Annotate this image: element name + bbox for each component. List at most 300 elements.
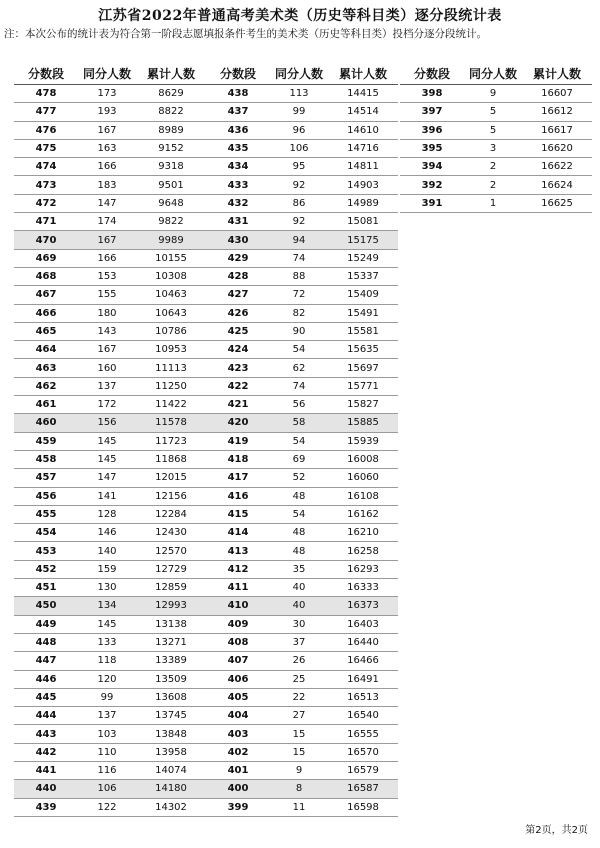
cumulative-cell: 14415	[347, 88, 379, 100]
table-row	[14, 231, 206, 249]
cumulative-cell: 9152	[158, 143, 184, 155]
count-cell: 143	[97, 326, 117, 337]
cumulative-cell: 14610	[347, 124, 379, 136]
score-cell: 453	[35, 545, 57, 557]
table-row	[206, 634, 398, 652]
score-cell: 456	[35, 490, 57, 502]
count-cell: 3	[489, 143, 497, 155]
count-cell: 11	[292, 801, 306, 813]
score-cell: 439	[35, 801, 57, 813]
score-cell: 431	[227, 216, 249, 228]
table-row	[400, 85, 592, 103]
cumulative-cell: 16513	[347, 691, 379, 703]
table-row	[206, 488, 398, 506]
table-row	[14, 286, 206, 304]
score-cell: 425	[227, 326, 249, 337]
table-row	[400, 158, 592, 176]
count-cell: 167	[97, 124, 117, 136]
count-cell: 145	[97, 435, 117, 447]
table-row	[206, 561, 398, 579]
cumulative-cell: 13958	[155, 746, 187, 758]
table-header-row	[14, 62, 206, 85]
count-cell: 22	[292, 691, 306, 703]
cumulative-cell: 10786	[155, 326, 187, 337]
score-cell: 395	[421, 143, 443, 155]
count-cell: 167	[97, 234, 117, 246]
header-count: 同分人数	[468, 66, 517, 81]
cumulative-cell: 16162	[347, 508, 379, 520]
score-cell: 436	[227, 124, 249, 136]
cumulative-cell: 16624	[541, 179, 573, 191]
score-cell: 399	[227, 801, 249, 813]
table-row	[206, 671, 398, 689]
table-header-row	[400, 62, 592, 85]
score-cell: 413	[227, 545, 249, 557]
count-cell: 141	[97, 490, 117, 502]
count-cell: 96	[292, 124, 306, 136]
table-row	[206, 579, 398, 597]
page-title: 江苏省2022年普通高考美术类（历史等科目类）逐分段统计表	[98, 8, 502, 24]
score-cell: 415	[227, 508, 249, 520]
cumulative-cell: 12729	[155, 563, 187, 575]
score-cell: 464	[35, 344, 57, 356]
table-row	[14, 323, 206, 341]
table-row	[206, 762, 398, 780]
page-number: 第2页，共2页	[525, 825, 588, 836]
cumulative-cell: 10308	[155, 271, 187, 283]
table-row	[206, 250, 398, 268]
score-cell: 404	[227, 710, 249, 722]
table-row	[14, 725, 206, 743]
table-row	[14, 597, 206, 615]
score-cell: 409	[227, 618, 249, 630]
count-cell: 172	[97, 399, 117, 411]
count-cell: 5	[489, 124, 497, 136]
table-row	[206, 286, 398, 304]
count-cell: 26	[292, 655, 306, 667]
count-cell: 159	[97, 563, 117, 575]
cumulative-cell: 13271	[155, 637, 187, 649]
table-row	[14, 561, 206, 579]
count-cell: 2	[489, 161, 497, 173]
score-cell: 417	[227, 472, 249, 484]
table-row	[206, 195, 398, 213]
count-cell: 88	[292, 271, 306, 283]
score-cell: 450	[35, 600, 57, 612]
count-cell: 134	[97, 600, 117, 612]
count-cell: 54	[292, 435, 306, 447]
score-cell: 396	[421, 124, 443, 136]
score-cell: 467	[35, 289, 57, 301]
table-row	[206, 469, 398, 487]
score-cell: 397	[421, 106, 443, 118]
score-cell: 447	[35, 655, 57, 667]
count-cell: 113	[289, 88, 309, 100]
count-cell: 48	[292, 545, 306, 557]
header-cumulative: 累计人数	[532, 66, 581, 81]
score-cell: 451	[35, 582, 57, 594]
table-row	[206, 506, 398, 524]
score-cell: 468	[35, 271, 57, 283]
count-cell: 54	[292, 344, 306, 356]
cumulative-cell: 11250	[155, 380, 187, 392]
table-row	[206, 799, 398, 817]
cumulative-cell: 12015	[155, 472, 187, 484]
table-column-1	[14, 62, 206, 817]
table-row	[206, 707, 398, 725]
table-row	[14, 707, 206, 725]
table-row	[206, 268, 398, 286]
table-row	[206, 433, 398, 451]
count-cell: 166	[97, 161, 117, 173]
cumulative-cell: 9989	[158, 234, 184, 246]
table-row	[400, 195, 592, 213]
score-cell: 400	[227, 783, 249, 795]
score-cell: 477	[35, 106, 57, 118]
count-cell: 137	[97, 710, 117, 722]
score-cell: 460	[35, 417, 57, 429]
cumulative-cell: 16579	[347, 765, 379, 777]
table-row	[206, 725, 398, 743]
score-cell: 422	[227, 380, 249, 392]
count-cell: 5	[489, 106, 497, 118]
score-cell: 391	[421, 197, 443, 209]
cumulative-cell: 16612	[541, 106, 573, 118]
count-cell: 92	[292, 179, 306, 191]
count-cell: 122	[97, 801, 117, 813]
count-cell: 56	[292, 399, 306, 411]
score-cell: 455	[35, 508, 57, 520]
table-row	[400, 122, 592, 140]
count-cell: 128	[97, 508, 117, 520]
count-cell: 146	[97, 527, 117, 539]
cumulative-cell: 15491	[347, 307, 379, 319]
count-cell: 8	[295, 783, 303, 795]
score-cell: 429	[227, 252, 249, 264]
score-cell: 424	[227, 344, 249, 356]
count-cell: 173	[97, 88, 117, 100]
cumulative-cell: 9501	[158, 179, 184, 191]
table-row	[14, 433, 206, 451]
cumulative-cell: 11723	[155, 435, 187, 447]
score-cell: 452	[35, 563, 57, 575]
score-cell: 474	[35, 161, 57, 173]
table-row	[206, 359, 398, 377]
count-cell: 183	[97, 179, 117, 191]
table-row	[206, 140, 398, 158]
cumulative-cell: 13848	[155, 728, 187, 740]
score-cell: 472	[35, 197, 57, 209]
table-row	[206, 542, 398, 560]
cumulative-cell: 11422	[155, 399, 187, 411]
cumulative-cell: 16210	[347, 527, 379, 539]
count-cell: 145	[97, 454, 117, 466]
cumulative-cell: 14989	[347, 197, 379, 209]
table-row	[14, 744, 206, 762]
cumulative-cell: 15175	[347, 234, 379, 246]
table-row	[14, 378, 206, 396]
score-cell: 408	[227, 637, 249, 649]
score-cell: 407	[227, 655, 249, 667]
count-cell: 15	[292, 728, 306, 740]
table-row	[206, 396, 398, 414]
cumulative-cell: 11578	[155, 417, 187, 429]
count-cell: 116	[97, 765, 117, 777]
score-cell: 426	[227, 307, 249, 319]
score-cell: 412	[227, 563, 249, 575]
cumulative-cell: 15581	[347, 326, 379, 337]
score-cell: 442	[35, 746, 57, 758]
score-cell: 470	[35, 234, 57, 246]
cumulative-cell: 16607	[541, 88, 573, 100]
score-cell: 433	[227, 179, 249, 191]
score-cell: 416	[227, 490, 249, 502]
count-cell: 174	[97, 216, 117, 228]
score-cell: 432	[227, 197, 249, 209]
count-cell: 137	[97, 380, 117, 392]
score-cell: 463	[35, 362, 57, 374]
cumulative-cell: 9822	[158, 216, 184, 228]
table-row	[206, 231, 398, 249]
table-column-3	[400, 62, 592, 213]
score-cell: 446	[35, 673, 57, 685]
score-cell: 423	[227, 362, 249, 374]
count-cell: 40	[292, 582, 306, 594]
table-row	[206, 176, 398, 194]
cumulative-cell: 14514	[347, 106, 379, 118]
cumulative-cell: 16617	[541, 124, 573, 136]
score-cell: 398	[421, 88, 443, 100]
score-cell: 457	[35, 472, 57, 484]
score-cell: 438	[227, 88, 249, 100]
score-cell: 394	[421, 161, 443, 173]
score-cell: 473	[35, 179, 57, 191]
count-cell: 166	[97, 252, 117, 264]
header-score: 分数段	[413, 66, 450, 81]
cumulative-cell: 12156	[155, 490, 187, 502]
table-row	[206, 85, 398, 103]
cumulative-cell: 16258	[347, 545, 379, 557]
table-row	[14, 195, 206, 213]
table-row	[14, 469, 206, 487]
cumulative-cell: 12430	[155, 527, 187, 539]
table-row	[14, 122, 206, 140]
score-cell: 469	[35, 252, 57, 264]
table-row	[206, 616, 398, 634]
table-row	[14, 671, 206, 689]
score-cell: 434	[227, 161, 249, 173]
cumulative-cell: 16555	[347, 728, 379, 740]
count-cell: 74	[292, 380, 306, 392]
cumulative-cell: 16060	[347, 472, 379, 484]
count-cell: 156	[97, 417, 117, 429]
header-count: 同分人数	[274, 66, 323, 81]
cumulative-cell: 11113	[155, 362, 187, 374]
count-cell: 25	[292, 673, 306, 685]
count-cell: 140	[97, 545, 117, 557]
cumulative-cell: 13608	[155, 691, 187, 703]
cumulative-cell: 16008	[347, 454, 379, 466]
score-cell: 443	[35, 728, 57, 740]
score-cell: 471	[35, 216, 57, 228]
table-row	[206, 103, 398, 121]
table-row	[206, 341, 398, 359]
count-cell: 167	[97, 344, 117, 356]
count-cell: 30	[292, 618, 306, 630]
count-cell: 15	[292, 746, 306, 758]
table-row	[14, 762, 206, 780]
cumulative-cell: 12284	[155, 508, 187, 520]
count-cell: 160	[97, 362, 117, 374]
count-cell: 130	[97, 582, 117, 594]
score-cell: 461	[35, 399, 57, 411]
table-row	[14, 451, 206, 469]
table-header-row	[206, 62, 398, 85]
cumulative-cell: 10155	[155, 252, 187, 264]
score-cell: 406	[227, 673, 249, 685]
cumulative-cell: 10953	[155, 344, 187, 356]
table-row	[14, 158, 206, 176]
cumulative-cell: 9318	[158, 161, 184, 173]
header-score: 分数段	[219, 66, 256, 81]
count-cell: 69	[292, 454, 306, 466]
header-cumulative: 累计人数	[146, 66, 195, 81]
score-cell: 405	[227, 691, 249, 703]
table-note: 注：本次公布的统计表为符合第一阶段志愿填报条件考生的美术类（历史等科目类）投档分逐分段统计。	[4, 28, 487, 40]
cumulative-cell: 16466	[347, 655, 379, 667]
cumulative-cell: 14811	[347, 161, 379, 173]
cumulative-cell: 16403	[347, 618, 379, 630]
cumulative-cell: 16598	[347, 801, 379, 813]
cumulative-cell: 16440	[347, 637, 379, 649]
score-cell: 420	[227, 417, 249, 429]
cumulative-cell: 13509	[155, 673, 187, 685]
count-cell: 133	[97, 637, 117, 649]
cumulative-cell: 12993	[155, 600, 187, 612]
cumulative-cell: 15635	[347, 344, 379, 356]
cumulative-cell: 14180	[155, 783, 187, 795]
count-cell: 86	[292, 197, 306, 209]
table-row	[14, 799, 206, 817]
count-cell: 9	[295, 765, 303, 777]
table-row	[14, 213, 206, 231]
cumulative-cell: 16587	[347, 783, 379, 795]
header-cumulative: 累计人数	[338, 66, 387, 81]
count-cell: 48	[292, 527, 306, 539]
score-cell: 445	[35, 691, 57, 703]
cumulative-cell: 13389	[155, 655, 187, 667]
cumulative-cell: 10463	[155, 289, 187, 301]
table-row	[14, 616, 206, 634]
cumulative-cell: 16373	[347, 600, 379, 612]
table-row	[206, 414, 398, 432]
table-row	[206, 780, 398, 798]
table-row	[14, 524, 206, 542]
cumulative-cell: 10643	[155, 307, 187, 319]
count-cell: 163	[97, 143, 117, 155]
score-cell: 402	[227, 746, 249, 758]
header-count: 同分人数	[82, 66, 131, 81]
score-cell: 440	[35, 783, 57, 795]
table-row	[206, 305, 398, 323]
cumulative-cell: 16293	[347, 563, 379, 575]
count-cell: 110	[97, 746, 117, 758]
table-row	[14, 359, 206, 377]
cumulative-cell: 15827	[347, 399, 379, 411]
cumulative-cell: 13138	[155, 618, 187, 630]
cumulative-cell: 8989	[158, 124, 184, 136]
count-cell: 193	[97, 106, 117, 118]
table-row	[206, 744, 398, 762]
score-cell: 401	[227, 765, 249, 777]
table-row	[206, 378, 398, 396]
table-row	[14, 780, 206, 798]
score-cell: 403	[227, 728, 249, 740]
cumulative-cell: 12859	[155, 582, 187, 594]
count-cell: 40	[292, 600, 306, 612]
count-cell: 155	[97, 289, 117, 301]
header-score: 分数段	[27, 66, 64, 81]
table-row	[14, 652, 206, 670]
score-cell: 428	[227, 271, 249, 283]
table-row	[14, 85, 206, 103]
table-row	[206, 451, 398, 469]
score-cell: 448	[35, 637, 57, 649]
cumulative-cell: 8629	[158, 88, 184, 100]
count-cell: 118	[97, 655, 117, 667]
cumulative-cell: 15939	[347, 435, 379, 447]
score-cell: 421	[227, 399, 249, 411]
count-cell: 1	[489, 197, 497, 209]
score-cell: 458	[35, 454, 57, 466]
score-cell: 418	[227, 454, 249, 466]
count-cell: 103	[97, 728, 117, 740]
table-row	[14, 305, 206, 323]
score-cell: 449	[35, 618, 57, 630]
count-cell: 62	[292, 362, 306, 374]
score-cell: 410	[227, 600, 249, 612]
score-cell: 411	[227, 582, 249, 594]
cumulative-cell: 16540	[347, 710, 379, 722]
score-cell: 476	[35, 124, 57, 136]
cumulative-cell: 16622	[541, 161, 573, 173]
cumulative-cell: 9648	[158, 197, 184, 209]
count-cell: 54	[292, 508, 306, 520]
cumulative-cell: 11868	[155, 454, 187, 466]
count-cell: 92	[292, 216, 306, 228]
score-cell: 435	[227, 143, 249, 155]
count-cell: 95	[292, 161, 306, 173]
table-row	[14, 341, 206, 359]
cumulative-cell: 15697	[347, 362, 379, 374]
table-row	[14, 140, 206, 158]
count-cell: 52	[292, 472, 306, 484]
table-row	[14, 579, 206, 597]
count-cell: 48	[292, 490, 306, 502]
table-row	[14, 396, 206, 414]
table-row	[206, 652, 398, 670]
count-cell: 35	[292, 563, 306, 575]
cumulative-cell: 16570	[347, 746, 379, 758]
cumulative-cell: 16333	[347, 582, 379, 594]
table-row	[14, 506, 206, 524]
table-row	[206, 323, 398, 341]
score-cell: 475	[35, 143, 57, 155]
table-row	[14, 542, 206, 560]
score-cell: 392	[421, 179, 443, 191]
count-cell: 90	[292, 326, 306, 337]
cumulative-cell: 15081	[347, 216, 379, 228]
